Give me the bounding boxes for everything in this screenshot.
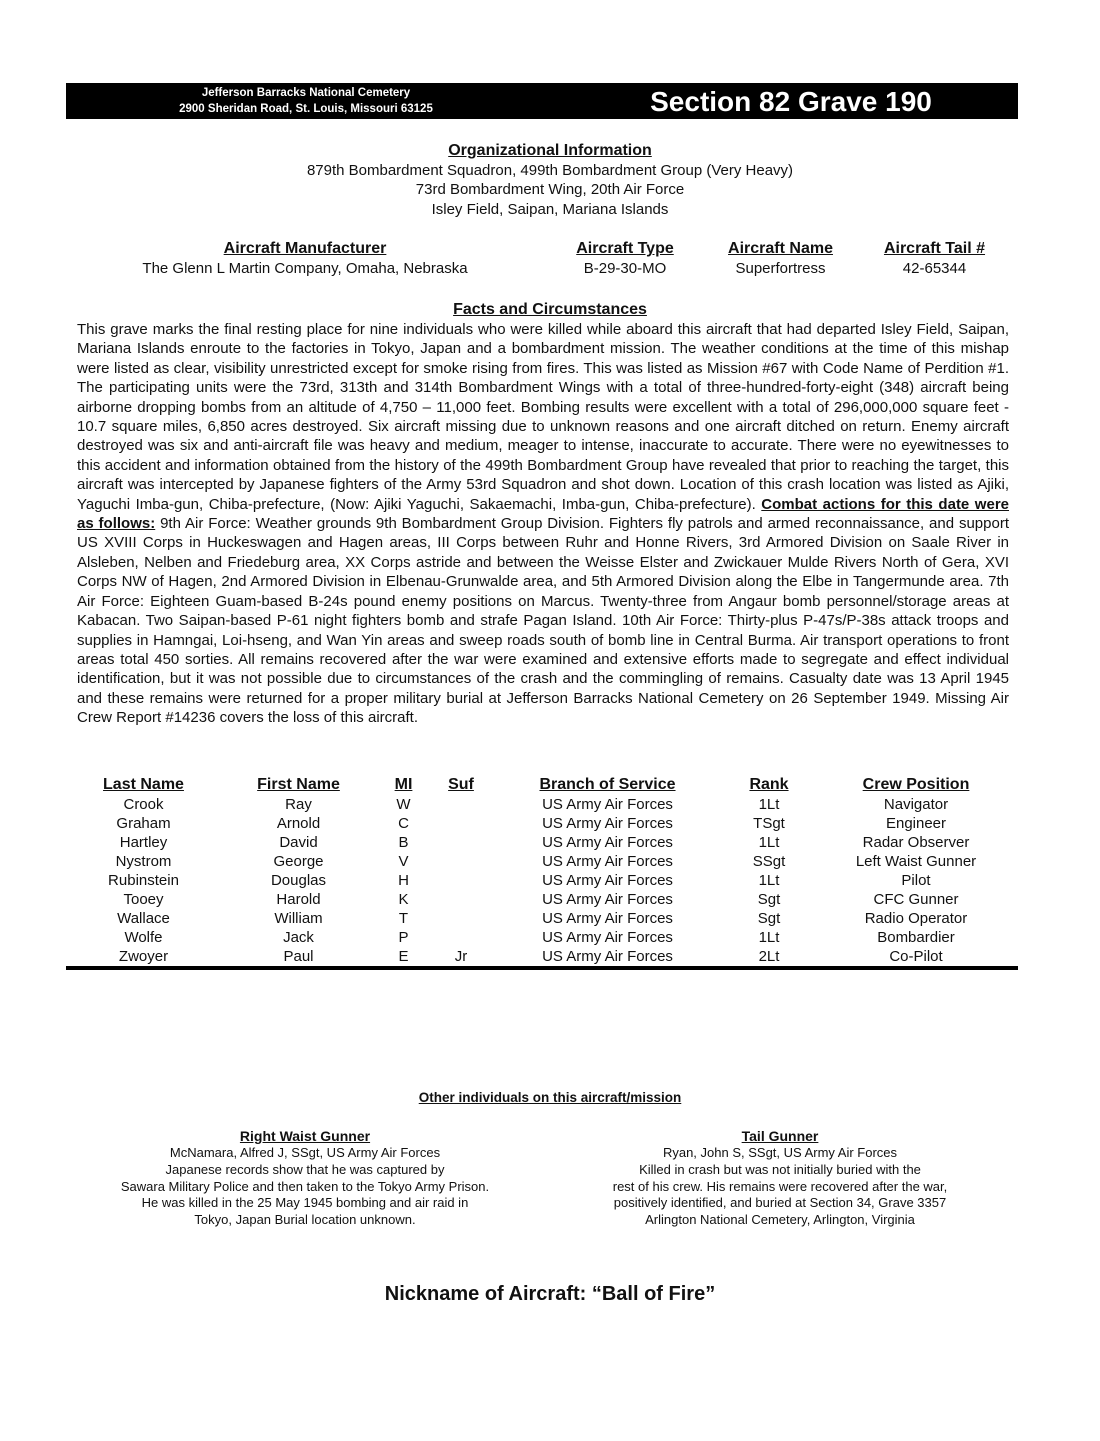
other-line: Killed in crash but was not initially buried with the [639,1161,921,1177]
others-heading: Other individuals on this aircraft/mission [418,1090,682,1105]
col-suf: Suf [448,776,474,793]
org-line: 73rd Bombardment Wing, 20th Air Force [415,181,685,199]
cell-crew-position: Engineer [885,815,947,832]
cell-crew-position: Left Waist Gunner [855,853,977,870]
cell-rank: 1Lt [758,929,780,946]
aircraft-tail-heading: Aircraft Tail # [883,240,986,257]
aircraft-info [0,239,1100,283]
cell-crew-position: Pilot [901,872,931,889]
cell-crew-position: CFC Gunner [873,891,959,908]
table-divider [66,966,1018,970]
cell-suffix [431,890,491,909]
cell-last-name: Graham [116,815,171,832]
cell-last-name: Tooey [123,891,164,908]
cell-mi: W [396,796,411,813]
table-row [66,909,1018,928]
cell-last-name: Hartley [119,834,168,851]
facts-and-circumstances [77,320,1009,728]
table-row [66,947,1018,966]
aircraft-name-value: Superfortress [735,260,826,277]
cell-first-name: Douglas [270,872,327,889]
col-mi: MI [394,776,413,793]
aircraft-manufacturer-heading: Aircraft Manufacturer [223,240,387,257]
facts-text-part1: This grave marks the final resting place for nine individuals who were killed while aboard this aircraft that had departed Isley Field, Saipan, Mariana Islands enroute to the factories in Tokyo, Japan and a bombardment mission. The weather conditions at the time of this mishap were listed as clear, visibility unrestricted except for smoke rising from fires. This was listed as Mission #67 with Code Name of Perdition #1. The participating units were the 73rd, 313th and 314th Bombardment Wings with a total of three-hundred-forty-eight (348) aircraft being airborne dropping bombs from an altitude of 4,750 – 11,000 feet. Bombing results were excellent with a total of 296,000,000 square feet - 10.7 square miles, 6,850 acres destroyed. Six aircraft missing due to unknown reasons and one aircraft ditched on return. Enemy aircraft destroyed was six and anti-aircraft file was heavy and medium, meager to intense, inaccurate to accurate. There were no eyewitnesses to this accident and information obtained from the history of the 499th Bombardment Group have revealed that prior to reaching the target, this aircraft was intercepted by Japanese fighters of the Army 53rd Squadron and shot down. Location of this crash location was listed as Ajiki, Yaguchi Imba-gun, Chiba-prefecture, (Now: Ajiki Yaguchi, Sakaemachi, Imba-gun, Chiba-prefecture). [77,321,1009,513]
cell-last-name: Zwoyer [118,948,169,965]
cell-branch: US Army Air Forces [542,910,673,927]
other-role: Right Waist Gunner [239,1128,371,1144]
other-line: positively identified, and buried at Section 34, Grave 3357 [613,1195,947,1211]
other-line: Arlington National Cemetery, Arlington, Virginia [645,1212,915,1228]
cell-first-name: Paul [283,948,314,965]
cell-first-name: Harold [276,891,321,908]
other-line: rest of his crew. His remains were recovered after the war, [612,1178,948,1194]
cell-first-name: Ray [285,796,312,813]
table-row [66,814,1018,833]
org-line: 879th Bombardment Squadron, 499th Bombardment Group (Very Heavy) [306,162,794,179]
col-rank: Rank [749,776,789,793]
col-first-name: First Name [257,776,340,793]
aircraft-tail [862,239,1007,279]
cell-suffix [431,909,491,928]
cell-rank: TSgt [753,815,785,832]
cell-last-name: Nystrom [115,853,172,870]
other-line: He was killed in the 25 May 1945 bombing and air raid in [141,1195,469,1211]
cell-mi: T [398,910,409,927]
aircraft-manufacturer [100,239,510,279]
aircraft-type [555,239,695,279]
cemetery-info [66,85,546,117]
cell-rank: Sgt [757,891,781,908]
cell-branch: US Army Air Forces [542,891,673,908]
cell-last-name: Crook [123,796,164,813]
col-branch: Branch of Service [539,776,676,793]
cell-mi: E [398,948,409,965]
cell-first-name: George [273,853,324,870]
cell-mi: H [398,872,409,889]
cell-crew-position: Navigator [883,796,949,813]
cell-rank: 1Lt [758,796,780,813]
org-line: Isley Field, Saipan, Mariana Islands [431,200,669,218]
cell-rank: 1Lt [758,872,780,889]
cell-first-name: William [274,910,323,927]
combat-actions-label: Combat actions for this date were as follows: [77,495,1010,533]
cell-suffix [431,928,491,947]
cell-branch: US Army Air Forces [542,815,673,832]
other-line: Japanese records show that he was captured by [165,1161,445,1177]
aircraft-name-heading: Aircraft Name [728,240,833,257]
cell-last-name: Wolfe [124,929,163,946]
cell-suffix [431,852,491,871]
other-role: Tail Gunner [741,1128,819,1144]
grave-location: Section 82 Grave 190 [650,86,932,117]
cell-branch: US Army Air Forces [542,853,673,870]
org-heading: Organizational Information [448,142,652,159]
cell-branch: US Army Air Forces [542,872,673,889]
table-row [66,852,1018,871]
cell-branch: US Army Air Forces [542,929,673,946]
cell-suffix [431,833,491,852]
other-line: Tokyo, Japan Burial location unknown. [194,1212,416,1228]
aircraft-tail-value: 42-65344 [902,260,967,277]
crew-header-row [66,775,1018,795]
cell-last-name: Rubinstein [108,872,179,889]
cell-mi: B [398,834,409,851]
cell-branch: US Army Air Forces [542,796,673,813]
aircraft-name [708,239,853,279]
cell-last-name: Wallace [117,910,170,927]
cell-crew-position: Radar Observer [862,834,970,851]
aircraft-type-value: B-29-30-MO [583,260,667,277]
cell-first-name: Jack [283,929,314,946]
cell-first-name: Arnold [276,815,321,832]
table-row [66,795,1018,814]
cell-rank: SSgt [752,853,786,870]
cell-crew-position: Co-Pilot [889,948,943,965]
cell-rank: 2Lt [758,948,780,965]
aircraft-manufacturer-value: The Glenn L Martin Company, Omaha, Nebraska [142,260,468,277]
organizational-information [200,141,900,219]
other-line: Sawara Military Police and then taken to the Tokyo Army Prison. [120,1178,490,1194]
cell-crew-position: Radio Operator [864,910,968,927]
col-last-name: Last Name [103,776,184,793]
other-line: McNamara, Alfred J, SSgt, US Army Air Forces [169,1145,441,1160]
table-row [66,890,1018,909]
cell-suffix [431,871,491,890]
crew-table [66,775,1018,966]
other-individual-right-waist-gunner [80,1127,530,1229]
aircraft-type-heading: Aircraft Type [576,240,674,257]
header-bar [66,83,1018,119]
cell-rank: Sgt [757,910,781,927]
table-row [66,833,1018,852]
cemetery-name: Jefferson Barracks National Cemetery [201,87,411,99]
cell-mi: K [398,891,409,908]
table-row [66,871,1018,890]
other-individual-tail-gunner [555,1127,1005,1229]
facts-text-part2: 9th Air Force: Weather grounds 9th Bombardment Group Division. Fighters fly patrols and armed reconnaissance, and support US XVIII Corps in Huckeswagen and Hagen areas, III Corps between Ruhr and Honne Rivers, 3rd Armored Division on Saale River in Alsleben, Nelben and Friedeburg area, XX Corps astride and between the Weisse Elster and Zwickauer Mulde Rivers North of Gera, XVI Corps NW of Hagen, 2nd Armored Division in Elbenau-Grunwalde area, and 5th Armored Division along the Elbe in Tangermunde area. 7th Air Force: Eighteen Guam-based B-24s pound enemy positions on Marcus. Twenty-three from Angaur bomb personnel/storage areas at Kabacan. Two Saipan-based P-61 night fighters bomb and strafe Pagan Island. 10th Air Force: Thirty-plus P-47s/P-38s attack troops and supplies in Hamngai, Loi-hseng, and Wan Yin areas and sweep roads south of bomb line in Central Burma. Air transport operations to front areas total 450 sorties. All remains recovered after the war were examined and extensive efforts made to segregate and effect individual identification, but it was not possible due to circumstances of the crash and the commingling of remains. Casualty date was 13 April 1945 and these remains were returned for a proper military burial at Jefferson Barracks National Cemetery on 26 September 1949. Missing Air Crew Report #14236 covers the loss of this aircraft. [77,515,1009,727]
cell-mi: C [398,815,409,832]
cemetery-address: 2900 Sheridan Road, St. Louis, Missouri 63125 [179,103,433,115]
facts-heading: Facts and Circumstances [453,301,647,318]
col-crew-position: Crew Position [862,776,970,793]
cell-first-name: David [279,834,318,851]
cell-rank: 1Lt [758,834,780,851]
cell-suffix [431,814,491,833]
cell-crew-position: Bombardier [877,929,955,946]
cell-branch: US Army Air Forces [542,948,673,965]
aircraft-nickname: Nickname of Aircraft: “Ball of Fire” [384,1283,716,1305]
cell-suffix: Jr [454,948,468,965]
cell-suffix [431,795,491,814]
cell-mi: P [398,929,409,946]
cell-branch: US Army Air Forces [542,834,673,851]
table-row [66,928,1018,947]
other-line: Ryan, John S, SSgt, US Army Air Forces [662,1145,898,1160]
cell-mi: V [398,853,409,870]
